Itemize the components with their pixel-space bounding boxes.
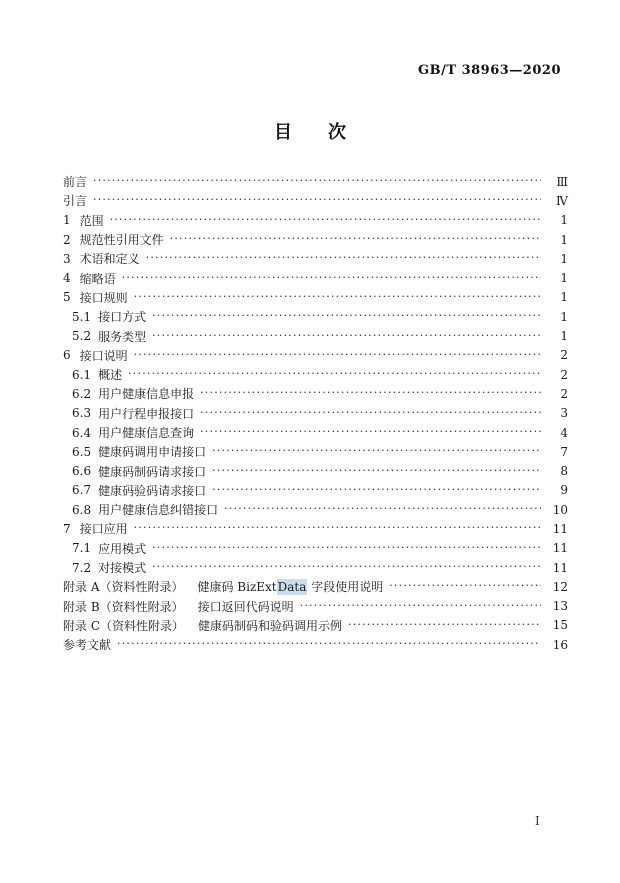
toc-item-number: 6.4	[72, 425, 92, 440]
toc-item-number: 附录 B（资料性附录）	[63, 599, 184, 614]
toc-row	[63, 539, 568, 558]
toc-row	[63, 346, 568, 365]
toc-item-page: 11	[552, 541, 568, 556]
dot-leader	[93, 174, 541, 187]
dot-leader	[152, 560, 541, 573]
dot-leader	[152, 329, 541, 342]
toc-item-page: 1	[560, 290, 568, 305]
toc-item-page: 2	[560, 386, 568, 401]
toc-item-title: 术语和定义	[79, 252, 140, 267]
toc-item-page: 1	[560, 213, 568, 228]
toc-item-title: 概述	[98, 368, 123, 383]
dot-leader	[200, 425, 541, 438]
toc-item-page: 10	[552, 502, 568, 517]
toc-item-title: 健康码制码和验码调用示例	[198, 618, 343, 633]
toc-row	[63, 326, 568, 345]
toc-item-title: 引言	[63, 194, 88, 209]
toc-row	[63, 558, 568, 577]
toc-item-number: 1	[63, 213, 71, 228]
toc-item-title: 接口规则	[79, 290, 128, 305]
toc-row	[63, 597, 568, 616]
footer-page-number: Ⅰ	[535, 814, 540, 828]
toc-row	[63, 249, 568, 268]
toc-item-number: 7.2	[72, 560, 92, 575]
toc-item-page: Ⅲ	[556, 174, 568, 189]
toc-item-number: 6.3	[72, 406, 92, 421]
dot-leader	[128, 367, 541, 380]
toc-item-page: Ⅳ	[556, 193, 568, 208]
toc-row	[63, 230, 568, 249]
toc-item-number: 6.1	[72, 367, 92, 382]
toc-item-number: 附录 A（资料性附录）	[63, 580, 184, 595]
dot-leader	[93, 193, 541, 206]
toc-item-title: 对接模式	[98, 561, 147, 576]
dot-leader	[212, 483, 541, 496]
toc-row	[63, 384, 568, 403]
dot-leader	[134, 521, 541, 534]
toc-row	[63, 268, 568, 287]
standard-number-header: GB/T 38963—2020	[418, 63, 561, 78]
toc-item-page: 11	[552, 560, 568, 575]
dot-leader	[200, 386, 541, 399]
toc-item-page: 1	[560, 329, 568, 344]
toc-item-title: 参考文献	[63, 638, 112, 653]
toc-item-title: 用户健康信息申报	[98, 387, 195, 402]
toc-item-title: 用户健康信息纠错接口	[98, 503, 219, 518]
toc-row	[63, 500, 568, 519]
toc-list	[63, 172, 568, 654]
toc-item-page: 1	[560, 271, 568, 286]
toc-row	[63, 577, 568, 596]
toc-row	[63, 404, 568, 423]
toc-row	[63, 635, 568, 654]
toc-item-number: 3	[63, 251, 71, 266]
toc-item-title: 接口返回代码说明	[197, 599, 294, 614]
toc-item-title: 健康码制码请求接口	[98, 464, 207, 479]
dot-leader	[389, 579, 541, 592]
dot-leader	[212, 444, 541, 457]
toc-item-page: 1	[560, 232, 568, 247]
toc-row	[63, 519, 568, 538]
toc-row	[63, 442, 568, 461]
toc-item-number: 4	[63, 271, 71, 286]
toc-item-number: 7	[63, 521, 71, 536]
toc-item-page: 11	[552, 521, 568, 536]
toc-item-title: 健康码验码请求接口	[98, 483, 207, 498]
toc-item-number: 6.5	[72, 444, 92, 459]
dot-leader	[134, 348, 541, 361]
toc-item-title: 健康码调用申请接口	[98, 445, 207, 460]
toc-row	[63, 172, 568, 191]
toc-item-title: 服务类型	[98, 329, 147, 344]
toc-item-number: 6.2	[72, 386, 92, 401]
dot-leader	[146, 251, 541, 264]
dot-leader	[152, 541, 541, 554]
toc-item-page: 15	[552, 618, 568, 633]
dot-leader	[300, 599, 541, 612]
toc-item-title: 缩略语	[79, 271, 116, 286]
toc-item-page: 7	[560, 444, 568, 459]
toc-item-page: 1	[560, 251, 568, 266]
toc-title: 目 次	[274, 122, 346, 143]
toc-item-title: 应用模式	[98, 541, 147, 556]
toc-item-title: 规范性引用文件	[79, 233, 164, 248]
toc-row	[63, 616, 568, 635]
toc-item-page: 4	[560, 425, 568, 440]
toc-row	[63, 461, 568, 480]
toc-item-page: 13	[552, 599, 568, 614]
dot-leader	[110, 213, 541, 226]
toc-row	[63, 481, 568, 500]
toc-item-page: 3	[560, 406, 568, 421]
dot-leader	[152, 309, 541, 322]
dot-leader	[212, 464, 541, 477]
dot-leader	[134, 290, 541, 303]
toc-item-number: 6.7	[72, 483, 92, 498]
toc-row	[63, 288, 568, 307]
toc-item-title: 前言	[63, 175, 88, 190]
toc-item-number: 5	[63, 290, 71, 305]
toc-item-number: 7.1	[72, 541, 92, 556]
toc-item-title: 范围	[79, 213, 104, 228]
toc-row	[63, 191, 568, 210]
toc-item-page: 8	[560, 464, 568, 479]
toc-row	[63, 211, 568, 230]
toc-item-number: 5.1	[72, 309, 92, 324]
toc-item-page: 1	[560, 309, 568, 324]
toc-item-page: 12	[552, 579, 568, 594]
toc-item-number: 6.6	[72, 464, 92, 479]
toc-row	[63, 307, 568, 326]
dot-leader	[117, 637, 541, 650]
dot-leader	[348, 618, 541, 631]
toc-item-number: 6.8	[72, 502, 92, 517]
toc-item-title: 健康码 BizExtData 字段使用说明	[197, 580, 384, 595]
toc-row	[63, 365, 568, 384]
search-highlight: Data	[277, 580, 307, 595]
toc-item-title: 接口应用	[79, 522, 128, 537]
toc-row	[63, 423, 568, 442]
toc-item-title: 接口说明	[79, 348, 128, 363]
toc-item-page: 9	[560, 483, 568, 498]
dot-leader	[122, 271, 541, 284]
toc-item-title: 接口方式	[98, 310, 147, 325]
toc-item-title: 用户行程申报接口	[98, 406, 195, 421]
toc-item-title: 用户健康信息查询	[98, 426, 195, 440]
toc-item-number: 附录 C（资料性附录）	[63, 618, 184, 633]
toc-item-page: 2	[560, 348, 568, 363]
dot-leader	[224, 502, 541, 515]
toc-item-number: 5.2	[72, 329, 92, 344]
toc-item-number: 6	[63, 348, 71, 363]
dot-leader	[200, 406, 541, 419]
toc-item-number: 2	[63, 232, 71, 247]
toc-item-page: 2	[560, 367, 568, 382]
dot-leader	[170, 232, 541, 245]
toc-item-page: 16	[552, 637, 568, 652]
